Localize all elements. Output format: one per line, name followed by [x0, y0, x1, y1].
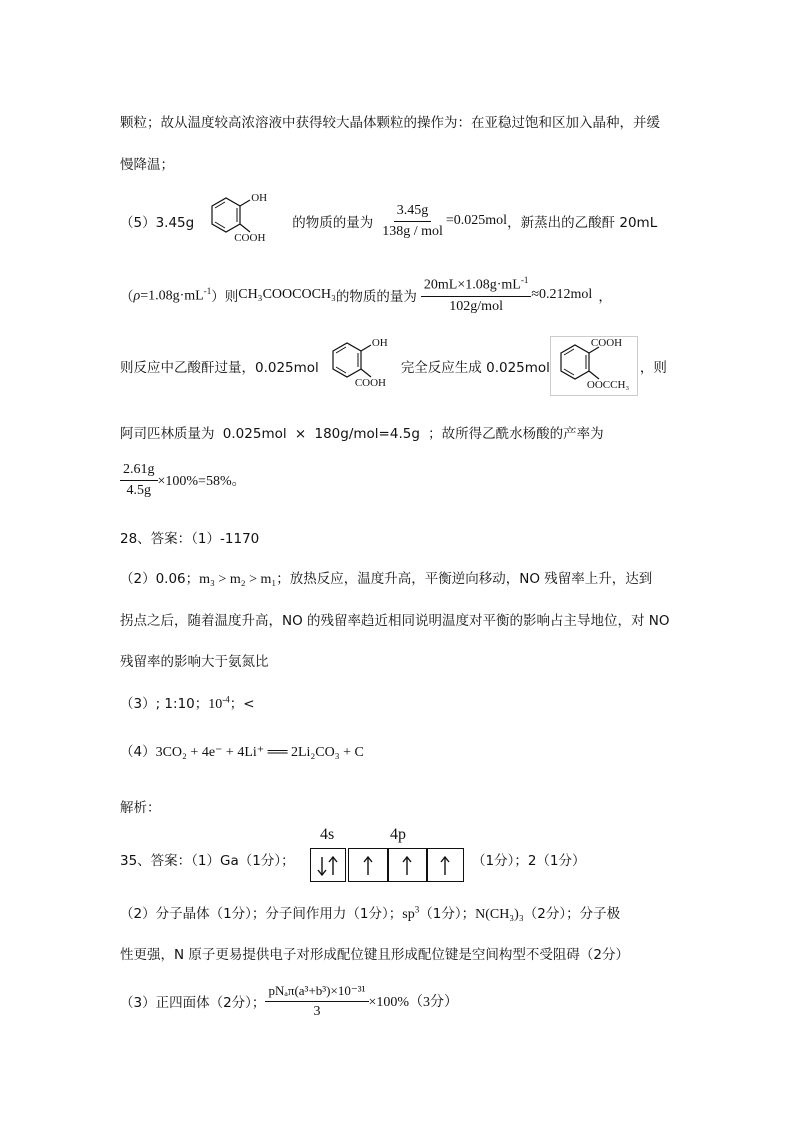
cooh-label: COOH [590, 337, 623, 349]
text-line: 性更强，N 原子更易提供电子对形成配位键且形成配位键是空间构型不受阻碍（2分） [120, 947, 629, 963]
fraction-denominator: 138g / mol [382, 223, 443, 239]
math-expression: m₃ > m₂ > m₁ [199, 572, 277, 587]
orbital-divider [387, 849, 389, 881]
hybrid-label: sp [402, 907, 415, 922]
cooh-label: COOH [234, 232, 266, 244]
fraction [120, 462, 158, 499]
math-expression [402, 904, 420, 922]
fraction-denominator: 4.5g [126, 482, 151, 498]
rho-symbol: ρ [133, 288, 141, 304]
fraction-numerator [421, 275, 531, 297]
text-segment: （3）正四面体（2分）； [120, 995, 266, 1011]
text-line [120, 336, 667, 396]
text-line: 拐点之后，随着温度升高，NO 的残留率趋近相同说明温度对平衡的影响占主导地位，对 NO [120, 613, 670, 629]
cooh-label: COOH [354, 377, 386, 389]
text-segment: （3）; 1:10； [120, 696, 209, 712]
orbital-box-4s [310, 848, 346, 882]
text-segment: （ [120, 289, 134, 305]
text-segment: 则反应中乙酸酐过量，0.025mol [120, 360, 319, 376]
equation: 3CO₂ + 4e⁻ + 4Li⁺ ══ 2Li₂CO₃ + C [155, 745, 364, 760]
oh-label: OH [251, 192, 268, 204]
fraction-numerator: pNₐπ(a³+b³)×10⁻³¹ [265, 983, 368, 1002]
text-line [120, 459, 246, 501]
text-segment: 完全反应生成 0.025mol [400, 360, 550, 376]
text-segment: ， [598, 289, 612, 305]
text-segment: ，新蒸出的乙酸酐 20mL [507, 215, 658, 231]
text-segment: （4） [120, 744, 156, 760]
formula-acetic-anhydride: CH₃COOCOCH₃ [238, 287, 336, 302]
aspirin-structure [550, 336, 638, 396]
text-line [120, 978, 458, 1024]
superscript: -1 [520, 275, 529, 286]
text-line [120, 567, 652, 588]
text-line [120, 272, 612, 318]
orbital-divider [426, 849, 428, 881]
superscript: 3 [414, 904, 420, 915]
text-line: （1分）；2（1分） [472, 853, 586, 869]
density-expression [134, 286, 212, 305]
result-value: =0.025mol [445, 213, 508, 228]
text-segment: 的物质的量为 [292, 215, 374, 231]
text-line [120, 692, 255, 713]
text-line: 残留率的影响大于氨氮比 [120, 654, 269, 670]
fraction [421, 275, 531, 315]
text-line [120, 740, 364, 761]
text-segment: （1分）； [419, 906, 476, 922]
text-segment: ；放热反应，温度升高，平衡逆向移动，NO 残留率上升，达到 [276, 571, 653, 587]
orbital-diagram [298, 826, 468, 886]
result-value: ≈0.212mol [531, 287, 593, 302]
salicylic-acid-structure [194, 192, 289, 250]
text-line: 28、答案：（1）-1170 [120, 531, 260, 547]
superscript: -1 [203, 285, 212, 296]
density-value: =1.08g·mL [140, 288, 204, 304]
formula-trimethylamine: N(CH₃)₃ [475, 907, 524, 922]
text-line: 35、答案：（1）Ga（1分）； [120, 853, 295, 869]
salicylic-acid-structure [319, 337, 401, 395]
fraction-numerator: 2.61g [120, 462, 158, 481]
superscript: -4 [222, 694, 230, 705]
orbital-label-4p: 4p [390, 826, 406, 843]
text-segment: 的物质的量为 [335, 289, 417, 305]
oh-label: OH [371, 337, 388, 349]
text-line [120, 192, 657, 250]
math-expression [208, 694, 230, 712]
orbital-box-4p [348, 848, 464, 882]
result-value: ×100%=58%。 [157, 474, 246, 489]
sci-base: 10 [208, 697, 223, 712]
fraction-numerator: 3.45g [394, 203, 432, 222]
text-segment: （5）3.45g [120, 215, 195, 231]
text-segment: ，则 [639, 360, 667, 376]
text-segment: ）则 [211, 289, 239, 305]
fraction-denominator: 3 [313, 1003, 321, 1019]
numerator-value: 20mL×1.08g·mL [423, 277, 521, 293]
text-segment: （2）0.06； [120, 571, 200, 587]
fraction [379, 203, 446, 240]
orbital-label-4s: 4s [320, 826, 335, 843]
up-down-arrow-icon [311, 849, 345, 881]
acetoxy-label: OOCCH₃ [586, 379, 630, 391]
text-line: 颗粒；故从温度较高浓溶液中获得较大晶体颗粒的操作为：在亚稳过饱和区加入晶种，并缓 [120, 115, 660, 131]
text-line: 慢降温； [120, 157, 174, 173]
text-segment: （2分）；分子极 [523, 906, 621, 922]
text-line [120, 902, 620, 923]
fraction-denominator: 102g/mol [449, 298, 503, 314]
text-line: 阿司匹林质量为 0.025mol × 180g/mol=4.5g ；故所得乙酰水杨酸的产率为 [120, 426, 604, 442]
text-segment: ×100%（3分） [368, 995, 459, 1010]
text-segment: （2）分子晶体（1分）；分子间作用力（1分）； [120, 906, 403, 922]
text-line: 解析： [120, 800, 161, 816]
fraction [265, 983, 368, 1020]
up-arrow-icon [349, 849, 463, 881]
text-segment: ；< [229, 696, 255, 712]
